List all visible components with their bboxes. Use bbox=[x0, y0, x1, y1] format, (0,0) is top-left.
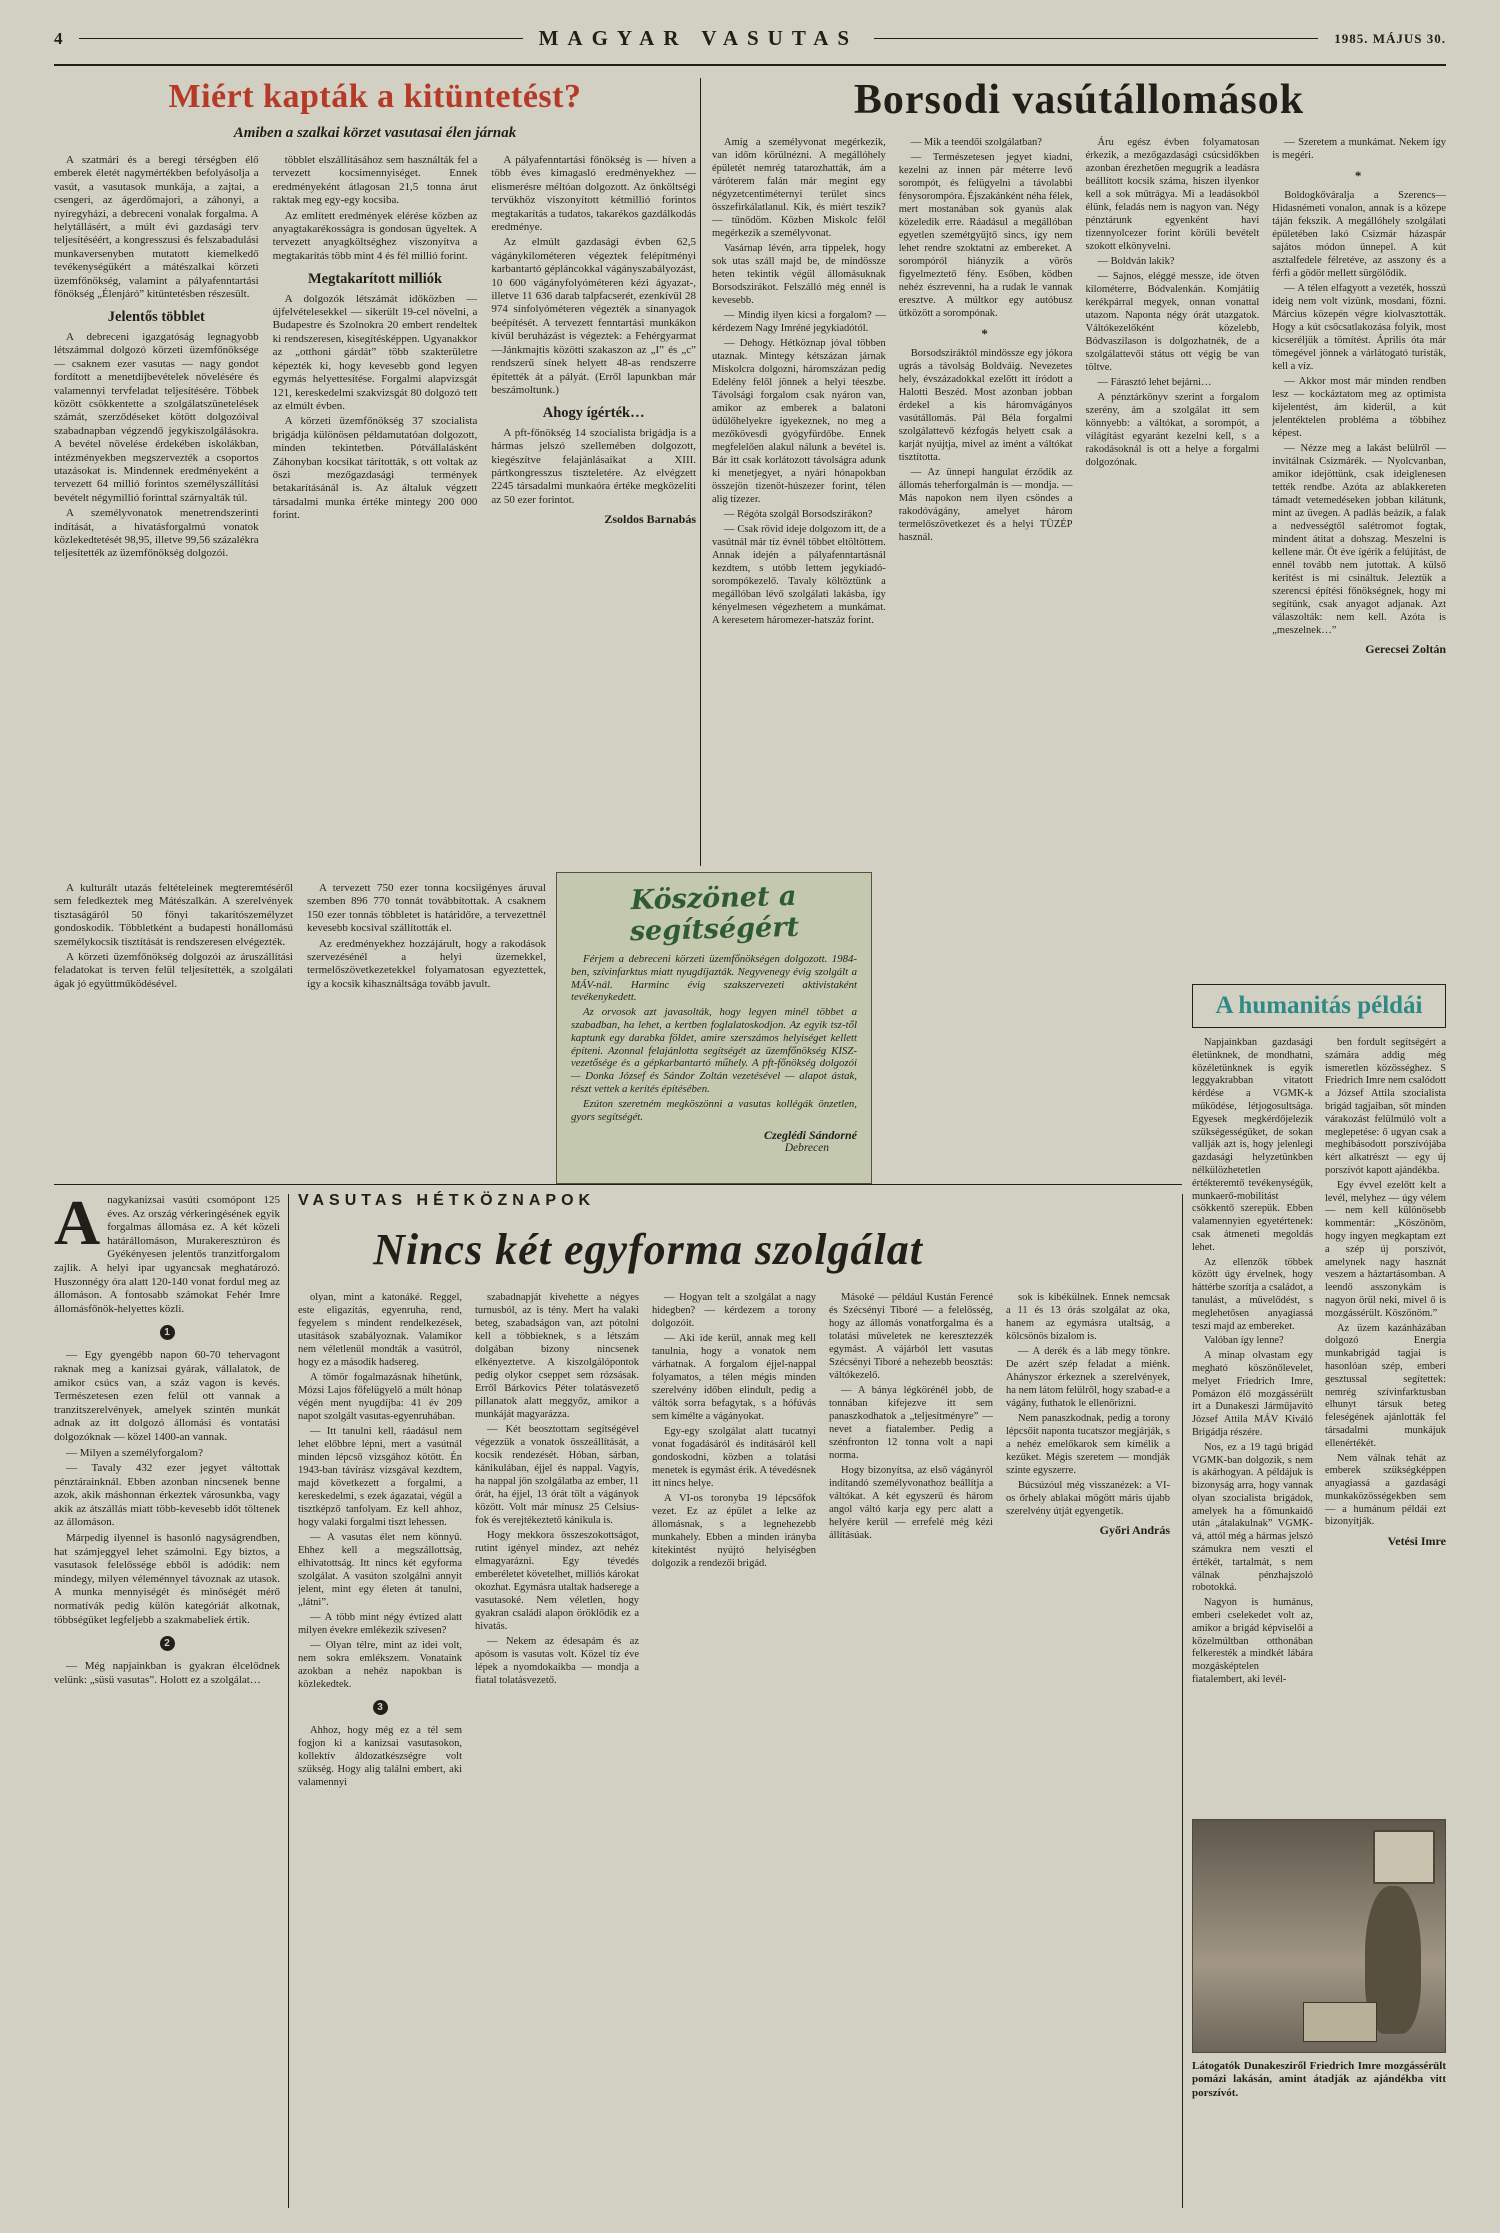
workdays-article-head bbox=[298, 1192, 998, 1275]
paragraph: Valóban így lenne? bbox=[1204, 1335, 1284, 1347]
paragraph: — Boldván lakik? bbox=[1097, 256, 1175, 267]
paragraph: Az említett eredmények elérése közben az anyagtakarékosságra is gondosan ügyeltek. A tervezett anyagköltséghez viszonyítva a megtakarítás több mint 4 és fél millió forint. bbox=[272, 209, 478, 262]
paragraph: Az orvosok azt javasolták, hogy legyen minél többet a szabadban, ha lehet, a kertben foglalatoskodjon. Az egyik tsz-től kaptunk egy darabka földet, amire szerszámos helyiséget kellett építeni. Azonnal felajánlotta segítségét az üzemfőnökség KISZ-vezetősége és a gépkarbantartó műhely. A pft-főnökség dolgozói — Donka József és Sándor Zoltán vezetésével — alapot ástak, részt vettek a kerítés építésében. bbox=[571, 1006, 857, 1095]
paragraph: — Nézze meg a lakást belülről — invitálnak Csizmárék. — Nyolcvanban, amikor idejöttünk, csak ideiglenesen tették rendbe. Azóta az ablakkereten támadt vetemedéseken jobban kilátunk, mint az üvegen. A padlás beázik, a falak a nedvességtől salétromot fogtak, mindent átitat a dohszag. Meszelni is kellene már. Öt éve ígérik a felújítást, de ennél tovább nem jutottak. A külső kerítést is mi csináltuk. Jeleztük a szerencsi építési főnökségnek, hogy mi segítünk, csak anyagot adjanak. Azt válaszolták: nem kell. Azóta is „meszelnek…” bbox=[1272, 443, 1446, 636]
paragraph: Az ellenzők többek között úgy érvelnek, hogy háttérbe szorítja a családot, a tanulást, a művelődést, s meglehetősen anyagiassá teszi majd az embereket. bbox=[1192, 1256, 1313, 1332]
paragraph: Áru egész évben folyamatosan érkezik, a mezőgazdasági csúcsidőkben azonban érezhetően megugrik a leadásra beállított kocsik száma, hiszen ilyenkor kell a sok műtrágya. Mi a leadásokból élünk, feladás nem is nagyon van. Négy pénztárunk egyenként havi tizennyolcezer forint körüli bevételt szokott elkönyvelni. bbox=[1085, 137, 1260, 252]
paragraph: Nem válnak tehát az emberek szükségképpen anyagiassá a gazdasági munkaközösségekben sem — a humánum példái ezt bizonyítják. bbox=[1325, 1452, 1446, 1528]
article-column bbox=[491, 154, 696, 866]
paragraph: Borsodsziráktól mindössze egy jókora ugrás a távolság Boldváig. Nevezetes hely, évszázadokkal ezelőtt itt íródott a Halotti Beszéd. Most azonban jobban érdekel a kis háromvágányos vasútállomás. Pál Béla forgalmi szolgálattevő kézfogás helyett csak a karját nyújtja, mivel az imént a váltókat tisztította. bbox=[898, 348, 1073, 463]
separator-star: * bbox=[981, 326, 990, 341]
article-column bbox=[298, 1291, 462, 2191]
paragraph: A minap olvastam egy megható köszönőlevelet, melyet Friedrich Imre, Pomázon élő mozgássérült írt a Dunakeszi Járműjavító József Attila MÁV Kiváló Brigádja részére. bbox=[1192, 1350, 1313, 1438]
paragraph: — Milyen a személyforgalom? bbox=[66, 1446, 203, 1459]
photo-porszivo-handover bbox=[1192, 1819, 1446, 2053]
section-divider-vertical bbox=[700, 78, 701, 866]
page-number: 4 bbox=[54, 28, 63, 48]
paragraph: — Hogyan telt a szolgálat a nagy hidegben? — kérdezem a torony dolgozóit. bbox=[652, 1292, 816, 1329]
paragraph: — Az ünnepi hangulat érződik az állomás teherforgalmán is — mondja. — Más napokon nem ilyen csöndes a rakodóvágány, amelyet három termelőszövetkezet és a helyi TÜZÉP használ. bbox=[898, 467, 1073, 543]
paragraph: — Akkor most már minden rendben lesz — kockáztatom meg az optimista kijelentést, ám kiderül, a kút jelentéktelen probléma a többihez képest. bbox=[1272, 376, 1446, 439]
paragraph: sok is kibékülnek. Ennek nemcsak a 11 és 13 órás szolgálat az oka, hanem az egymásra utaltság, a kölcsönös bizalom is. bbox=[1006, 1292, 1170, 1342]
article-column bbox=[1272, 136, 1446, 978]
thanks-letter-body bbox=[571, 953, 857, 1155]
paragraph: — Két beosztottam segítségével végezzük a vonatok összeállítását, a kocsik rendezését. Hóban, sárban, kánikulában, éjjel és nappal. Vagyis, ha nappal jön szolgálatba az ember, 11 órát, ha éjjel, 13 órát tölt a vágányok között. Volt már mínusz 25 Celsius-fok és verejtékeztető kánikula is. bbox=[475, 1424, 639, 1526]
paragraph: Márpedig ilyennel is hasonló nagyságrendben, hat számjeggyel lehet számolni. Egy biztos, a vasutasok felelőssége ebből is adódik: nem mindegy, milyen véleménnyel távoznak az utasok. A munka mennyiségét és minőségét mérő normatívák pedig külön kategóriát alkotnak, többségüket legfeljebb a szakmabeliek értik. bbox=[54, 1532, 280, 1626]
paragraph: — Szeretem a munkámat. Nekem így is megéri. bbox=[1272, 137, 1446, 161]
paragraph: A körzeti üzemfőnökség 37 szocialista brigádja különösen példamutatóan dolgozott, minden tekintetben. Pótvállalásként Záhonyban kocsikat tárították, s ott voltak az őszi mezőgazdasági termények betakarításánál is. Az általuk végzett társadalmi munka értéke mintegy 200 000 forint. bbox=[272, 415, 478, 522]
article-column bbox=[1192, 1037, 1313, 1809]
article-column bbox=[54, 882, 293, 1180]
signature: Zsoldos Barnabás bbox=[604, 512, 697, 527]
paragraph: Férjem a debreceni körzeti üzemfőnökségen dolgozott. 1984-ben, szívinfarktus miatt nyugdíjazták. Negyvenegy évig szolgált a MÁV-nál. Harminc évig szakszervezeti aktivistaként tevékenykedett. bbox=[571, 953, 857, 1004]
article-column bbox=[273, 154, 478, 866]
paragraph: Hogy mekkora összeszokottságot, rutint igényel mindez, azt nehéz elmagyarázni. Egy tévedés emberéletet követelhet, milliós károkat okozhat. Egymásra utaltak hadserege a vasutasoké. Nem véletlen, hogy gyakran családi alapon öröklődik ez a hivatás. bbox=[475, 1530, 639, 1632]
article-column bbox=[1006, 1291, 1170, 2191]
paragraph: A dolgozók létszámát időközben — újfelvételesekkel — sikerült 19-cel növelni, a Budapestre és Szolnokra 20 embert rendeltek ki rendszeresen, kisegítésképpen. Ugyanakkor az „otthoni gárdát” több szakterületre képezték ki, hogy kevesebb gond legyen egymás helyettesítése. Forgalmi alapvizsgát 121, kereskedelmi szakvizsgát 80 dolgozó tett az elmúlt évben. bbox=[272, 292, 478, 412]
article-column bbox=[1325, 1037, 1446, 1809]
paragraph: Egy-egy szolgálat alatt tucatnyi vonat fogadásáról és indításáról kell gondoskodni, közben a tolatási menetek is egymást érik. A tévedésnek itt nincs helye. bbox=[652, 1426, 816, 1489]
signature: Győri András bbox=[1099, 1523, 1170, 1537]
borsodi-article-title: Borsodi vasútállomások bbox=[853, 77, 1305, 123]
page-header bbox=[54, 26, 1446, 51]
paragraph: — A télen elfagyott a vezeték, hosszú ideig nem volt vizünk, mosdani, főzni. Március közepén végre kiolvasztották. Hogy a kút csőcsatlakozása folyik, most kicseréljük a tömítést. Április óta már tömegével jönnek a várlátogató turisták, kell a víz. bbox=[1272, 283, 1446, 372]
article-column bbox=[307, 882, 546, 1180]
paragraph: — Csak rövid ideje dolgozom itt, de a vasútnál már tíz évnél többet eltöltöttem. Annak idején a pályafenntartásnál kezdtem, s utóbb lettem jegykiadó-sorompókezelő. Tavaly költöztünk a megállóban lévő szolgálati lakásba, így kényelmesen végezhetem a munkámat. A keresetem háromezer-hatszáz forint. bbox=[712, 524, 886, 626]
paragraph: A kulturált utazás feltételeinek megteremtéséről sem feledkeztek meg Mátészalkán. A szerelvények tisztaságáról 50 főnyi takarítószemélyzet gondoskodik. Többletként a budapesti honállomású személykocsik tisztítását is rendszeresen elvégezték. bbox=[54, 882, 293, 948]
award-article-subtitle: Amiben a szalkai körzet vasutasai élen járnak bbox=[233, 125, 517, 141]
photo-window-shape bbox=[1373, 1830, 1435, 1884]
paragraph: Ezúton szeretném megköszönni a vasutas kollégák önzetlen, gyors segítségét. bbox=[571, 1097, 857, 1123]
workdays-article-title: Nincs két egyforma szolgálat bbox=[373, 1225, 923, 1274]
separator-star: * bbox=[1354, 168, 1364, 183]
paragraph: Egy évvel ezelőtt kelt a levél, melyhez — úgy vélem — nem kell különösebb kommentár: „Köszönöm, hogy ingyen megkaptam ezt a szép új porszívót, amelynek nagy hasznát veszem a háztartásomban. A leendő asszonykám is nagyon örül neki, mivel ő is mozgássérült. Köszönöm.” bbox=[1325, 1179, 1446, 1319]
article-column bbox=[712, 136, 886, 852]
article-column bbox=[652, 1291, 816, 2191]
section-marker: 2 bbox=[160, 1636, 175, 1651]
paragraph: Az eredményekhez hozzájárult, hogy a rakodások szervezésénél a helyi üzemekkel, termelőszövetkezetekkel folyamatosan egyeztettek, így a kocsik kihasználtsága tovább javult. bbox=[307, 937, 546, 990]
issue-date: 1985. MÁJUS 30. bbox=[1334, 30, 1446, 46]
borsodi-article-columns bbox=[712, 136, 1446, 978]
workdays-article bbox=[298, 1192, 1170, 2191]
paragraph: A szatmári és a beregi térségben élő emberek életét nagymértékben befolyásolja a vasút, a vasutasok munkája, a zajtai, a csengeri, az ágerdőmajori, a záhonyi, a nyíregyházi, a debreceni vonalak forgalma. A helytállásért, a múlt évi gazdasági terv teljesítéséért, a kongresszusi és felszabadulási munkaversenyben mutatott kiemelkedő tevékenységükért a mátészalkai körzeti üzemfőnökség, valamint a pályafenntartási főnökség „Élenjáró” kitüntetésben részesült. bbox=[54, 154, 259, 301]
borsodi-article bbox=[712, 76, 1446, 978]
paragraph: — Sajnos, eléggé messze, ide ötven kilométerre, Bódvalenkán. Komjátiig kerékpárral megyek, onnan vonattal utazom. Naponta négy órát utazgatok. Váltókezelőként közelebb, Bódvaszilason is dolgozhatnék, de a szolgálattevői státus ott végig be van töltve. bbox=[1085, 271, 1260, 373]
paragraph: A debreceni igazgatóság legnagyobb létszámmal dolgozó körzeti üzemfőnöksége — csaknem ezer vasutas — nagy gondot fordított a menetdíjbevételek növelésére és valamennyi tervfeladat teljesítésére. Többek között csökkentette a szolgálatszünetelések számát, szerződéseket kötött dolgozóival szabadnapban végzendő jegykiszolgálásokra. A bevétel növelése érdekében iskolákban, intézményekben megszervezték a csoportos utazásokat is. Mindennek eredményeként a tervezett 64 millió forintos személyszállítási bevételt négymillió forinttal szárnyalták túl. bbox=[54, 330, 259, 504]
award-article-title: Miért kapták a kitüntetést? bbox=[168, 78, 582, 115]
section-marker: 1 bbox=[160, 1325, 175, 1340]
paragraph: Boldogkőváralja a Szerencs—Hidasnémeti vonalon, annak is a közepe táján fekszik. A megállóhely szolgálati épületében lakó Csizmár házaspár sajátos módon ünnepel. A kút asztalfedele félretéve, az asszony és a férfi a gödör mellett sürgölődik. bbox=[1272, 190, 1446, 279]
lead-text: nagykanizsai vasúti csomópont 125 éves. Az ország vérkeringésének egyik forgalmas állomása ez. A két közeli határállomáson, Murakeresztúron és Gyékényesen jelentős tranzitforgalom zajlik. A helyi ipar ugyancsak meghatározó. Huszonnégy óra alatt 120-140 vonat fordul meg az állomáson. A fontosabb számokat Fehér Imre állomásfőnök-helyettes közli. bbox=[54, 1194, 280, 1315]
kanizsa-article-body bbox=[54, 1325, 280, 1687]
paragraph: ben fordult segítségért a számára addig még ismeretlen közösséghez. S Friedrich Imre nem csalódott a József Attila szocialista brigád tagjaiban, sőt minden várakozást felülmúló volt a meglepetése: ő ugyan csak a meghibásodott porszívójába kért alkatrészt — egy új porszívót kapott ajándékba. bbox=[1325, 1037, 1446, 1176]
section-divider-vertical bbox=[1182, 1194, 1183, 2208]
humanity-title-box bbox=[1192, 984, 1446, 1028]
humanity-article-title: A humanitás példái bbox=[1215, 992, 1423, 1019]
paragraph: — Fárasztó lehet bejárni… bbox=[1097, 377, 1212, 388]
paragraph: A VI-os toronyba 19 lépcsőfok vezet. Ez az épület a lelke az állomásnak, s a legnehezebb munkahely. Ebben a minden irányba kitekintést nyújtó helyiségben dolgozik a rendezői brigád. bbox=[652, 1493, 816, 1569]
paragraph: — Dehogy. Hétköznap jóval többen utaznak. Mintegy kétszázan járnak Miskolcra dolgozni, háromszázan pedig Edelény felől jönnek a helyi téeszbe. Távolsági forgalom csak nyáron van, amikor az emberek a balatoni üdülőhelyekre igyekeznek, no meg a mezőkövesdi gyógyfürdőbe. Ennek megfelelően alakul nálunk a bevétel is. Bár itt csak korlátozott távolságra adunk ki menetjegyet, a nyári hónapokban összejön tizenöt-húszezer forint, télen alig tízezer. bbox=[712, 338, 886, 505]
paragraph: — Még napjainkban is gyakran élcelődnek velünk: „süsü vasutas”. Holott ez a szolgálat… bbox=[54, 1660, 280, 1686]
signature: Czeglédi Sándorné bbox=[763, 1128, 857, 1143]
photo-vacuum-box-shape bbox=[1303, 2002, 1377, 2042]
paragraph: — Egy gyengébb napon 60-70 tehervagont raknak meg a kanizsai gyárak, vállalatok, de amikor csúcs van, a száz vagon is kevés. Természetesen ezen felül ott vannak a tranzitszerelvények, amelyek szintén munkát adnak az itt dolgozó állomási és vontatási dolgozóknak — közel 1400-an vannak. bbox=[54, 1349, 280, 1443]
paragraph: Ahhoz, hogy még ez a tél sem fogjon ki a kanizsai vasutasokon, kollektív áldozatkészségre volt szükség. Hogy alig találni embert, aki valamennyi bbox=[298, 1725, 462, 1788]
paragraph: A pénztárkönyv szerint a forgalom szerény, ám a szolgálat itt sem könnyebb: a váltókat, a sorompót, a világítást egyaránt kezelni kell, s a rakodásoknál is ott a helye a forgalmi dolgozónak. bbox=[1085, 392, 1260, 468]
paragraph: Nem panaszkodnak, pedig a torony lépcsőit naponta tucatszor megjárják, s a nehéz emelőkarok sem kímélik a kezüket. Mégis szeretem — mondják szinte egyszerre. bbox=[1006, 1413, 1170, 1476]
kanizsa-article bbox=[54, 1194, 280, 2208]
paragraph: Amíg a személyvonat megérkezik, van időm körülnézni. A megállóhely épületét nemrég tatarozhatták, ám a váróterem falán már megint egy négyzetcentiméternyi terület sincs összefirkálatlanul. Kik, és miért teszik? — tűnődöm. Közben Miskolc felől megérkezik a személyvonat. bbox=[712, 137, 886, 239]
paragraph: Az elmúlt gazdasági évben 62,5 vágánykilométeren végeztek felépítményi karbantartó gépláncokkal vágányszabályozást, 10 600 vágányfolyóméteren kézi ágyazat-, illetve 11 636 darab talpfacserét, ezenkívül 28 974 sínfolyóméteren végezték a sínanyagok beépítését. A tervezett fenntartási munkákon kívül beruházást is végeztek: a Fehérgyarmat—Jánkmajtis közötti szakaszon az „I” és „c” rendszerű sínek helyett 48-as rendszerre építették át a pályát. (Erről lapunkban már beszámoltunk.) bbox=[491, 236, 697, 396]
humanity-article-columns bbox=[1192, 1037, 1446, 1809]
paragraph: többlet elszállításához sem használták fel a tervezett kocsimennyiséget. Ennek eredményeként átlagosan 21,5 tonna árut raktak meg egy-egy kocsiba. bbox=[272, 154, 478, 207]
paragraph: A tervezett 750 ezer tonna kocsiigényes áruval szemben 896 770 tonnát továbbítottak. A csaknem 150 ezer tonnás többletet is határidőre, a tervezettnél kevesebb kocsival szállították el. bbox=[307, 882, 546, 935]
workdays-kicker: VASUTAS HÉTKÖZNAPOK bbox=[298, 1192, 596, 1209]
paragraph: — Tavaly 432 ezer jegyet váltottak pénztárainknál. Ebben azonban nincsenek benne azok, akik máshonnan érkeztek városunkba, vagy akik az átszállás miatt több-kevesebb időt töltenek az állomáson. bbox=[54, 1462, 280, 1529]
photo-figure bbox=[1211, 1878, 1269, 2028]
subheading: Jelentős többlet bbox=[107, 309, 205, 326]
paragraph: — A vasutas élet nem könnyű. Ehhez kell a megszállottság, elhivatottság. Itt nincs két egyforma szolgálat. A vasúton szolgálni annyit jelent, mint egy életen át tanulni, „látni”. bbox=[298, 1532, 462, 1608]
lead-paragraph bbox=[54, 1194, 280, 1316]
paragraph: A pft-főnökség 14 szocialista brigádja is a hármas jelszó szellemében dolgozott, kiegészítve felajánlásaikat a XIII. pártkongresszus tiszteletére. Az elvégzett 2245 társadalmi munkaóra értéke megközelíti az 50 ezer forintot. bbox=[491, 426, 697, 506]
masthead: MAGYAR VASUTAS bbox=[538, 26, 859, 50]
photo-caption: Látogatók Dunakesziről Friedrich Imre mozgássérült pomázi lakásán, amint átadják az ajándékba vitt porszívót. bbox=[1192, 2060, 1446, 2099]
header-divider bbox=[54, 64, 1446, 66]
paragraph: — A több mint négy évtized alatt milyen évekre emlékezik szívesen? bbox=[298, 1612, 462, 1636]
paragraph: Az üzem kazánházában dolgozó Energia munkabrigád tagjai is hasonlóan szép, emberi gesztussal segítettek: nemrég szívinfarktusban elhunyt társuk beteg feleségének ajánlották fel társadalmi munkájuk ellenértékét. bbox=[1325, 1322, 1446, 1449]
paragraph: Hogy bizonyítsa, az első vágányról indítandó személyvonathoz beállítja a váltókat. A két egyszerű és három angol váltó karja egy perc alatt a helyére kerül — errefelé még kézi állításúak. bbox=[829, 1465, 993, 1541]
section-divider-horizontal bbox=[54, 1184, 1182, 1185]
paragraph: — Itt tanulni kell, ráadásul nem lehet előbbre lépni, mert a vasútnál minden lépcső vizsgához kötött. Én 1943-ban távírász vizsgával kezdtem, majd következett a forgalmi, a kereskedelmi, s ezek ágazatai, végül a tisztképző tanfolyam. Ez kell ahhoz, hogy valaki forgalmi tiszt lehessen. bbox=[298, 1426, 462, 1528]
section-divider-vertical bbox=[288, 1194, 289, 2208]
paragraph: — Természetesen jegyet kiadni, kezelni az innen pár méterre levő sorompót, és felügyelni a távolabbi fénysorompóra. Éjszakánként néha félek, mert mostanában sok gyanús alak közeledik erre. Ráadásul a megállóban egyetlen szemétgyűjtő sincs, így nem lehet rendre szoktatni az embereket. A sorompóról hiányzik a vörös figyelmeztető fény. Esőben, ködben nehéz észrevenni, ha a rudak le vannak eresztve. A múltkor egy autóbusz ütközött a sorompónak. bbox=[898, 152, 1073, 319]
article-column bbox=[899, 136, 1073, 852]
article-column bbox=[475, 1291, 639, 2191]
signature: Gerecsei Zoltán bbox=[1365, 642, 1446, 656]
paragraph: — Olyan télre, mint az idei volt, nem sokra emlékszem. Vonataink azokban a nehéz napokban is közlekedtek. bbox=[298, 1640, 462, 1690]
paragraph: — Aki ide kerül, annak meg kell tanulnia, hogy a vonatok nem várhatnak. A forgalom éjjel-nappal folyamatos, a télen mégis minden szerelvény időben elindult, pedig a váltók sorra befagytak, s a hófúvás sem kímélte a vágányokat. bbox=[652, 1333, 816, 1422]
header-rule-left bbox=[79, 38, 523, 39]
paragraph: Napjainkban gazdasági életünknek, de mondhatni, közéletünknek is egyik leggyakrabban vitatott kérdése a VGMK-k működése, létjogosultsága. Egyesek megkérdőjelezik szükségességüket, de sokan vallják azt is, hogy jelenlegi gazdasági helyzetünkben nélkülözhetetlen értékteremtő tevékenységük, munkaerő-mobilitást csökkentő szerepük. Ebben valamennyien egyetértenek: csak átmeneti megoldás lehet. bbox=[1192, 1037, 1313, 1253]
paragraph: — A derék és a láb megy tönkre. De azért szép feladat a miénk. Ahányszor érkeznek a szerelvények, ha nem látom felülről, hogy szabad-e a vágány, futhatok le ellenőrizni. bbox=[1006, 1346, 1170, 1409]
paragraph: A tömör fogalmazásnak hihetünk, Mózsi Lajos főfelügyelő a múlt hónap végén ment nyugdíjba: 41 év 209 napot szolgált vasutas-egyenruhában. bbox=[298, 1372, 462, 1422]
subheading: Ahogy ígérték… bbox=[542, 405, 645, 422]
signature-place: Debrecen bbox=[784, 1142, 829, 1155]
subheading: Megtakarított milliók bbox=[307, 271, 443, 288]
award-article-columns bbox=[54, 154, 696, 866]
paragraph: Búcsúzóul még visszanézek: a VI-os őrhely ablakai mögött máris újabb szerelvény útját egyengetik. bbox=[1006, 1480, 1170, 1517]
paragraph: olyan, mint a katonáké. Reggel, este eligazítás, egyenruha, rend, fegyelem s mindent rendelkezések, utasítások szabályoznak. Valamikor nem véletlenül mondták a vasútról, hogy ez a második hadsereg. bbox=[298, 1292, 462, 1368]
paragraph: Vasárnap lévén, arra tippelek, hogy sok utas száll majd be, de mindössze heten tekintik végül állomásuknak Borsodszirákot. Felszálló még ennél is kevesebb. bbox=[712, 243, 886, 306]
paragraph: — Régóta szolgál Borsodszirákon? bbox=[724, 509, 873, 520]
paragraph: A személyvonatok menetrendszerinti indítását, a hivatásforgalmú vonatok közlekedtetését 98,95, illetve 99,56 százalékra teljesítették az üzemfőnökség dolgozói. bbox=[54, 507, 259, 560]
humanity-article bbox=[1192, 984, 1446, 2100]
award-article bbox=[54, 78, 696, 866]
paragraph: Nos, ez a 19 tagú brigád VGMK-ban dolgozik, s nem is akárhogyan. A példájuk is bizonyság arra, hogy vannak olyan szocialista brigádok, amelyek ha a főmunkaidő után „átalakulnak” VGMK-vá, attól még a hármas jelszó számukra nem veszti el értékét, tartalmát, s nem válnak pénzhajszoló robotokká. bbox=[1192, 1441, 1313, 1594]
paragraph: A pályafenntartási főnökség is — híven a több éves kimagasló eredményekhez — elismerésre méltóan dolgozott. Az önköltségi tervükhöz viszonyított kétmillió forintos megtakarítás a tudatos, takarékos gazdálkodás eredménye. bbox=[491, 154, 697, 234]
workdays-article-columns bbox=[298, 1291, 1170, 2191]
paragraph: — Mindig ilyen kicsi a forgalom? — kérdezem Nagy Imréné jegykiadótól. bbox=[712, 310, 886, 334]
header-rule-right bbox=[874, 38, 1318, 39]
section-marker: 3 bbox=[373, 1700, 388, 1715]
paragraph: — A bánya légkörénél jobb, de tonnában kifejezve itt sem panaszkodhatok a „teljesítményre” — nevet a fiatalember. Pedig a szénfronton 12 tonna volt a napi norma. bbox=[829, 1385, 993, 1461]
article-column bbox=[829, 1291, 993, 2191]
dropcap: A bbox=[54, 1194, 101, 1258]
award-article-continuation bbox=[54, 882, 546, 1180]
article-column bbox=[1086, 136, 1260, 978]
thanks-letter-title: Köszönet a segítségért bbox=[629, 880, 800, 948]
signature: Vetési Imre bbox=[1387, 1534, 1446, 1549]
paragraph: A körzeti üzemfőnökség dolgozói az áruszállítási feladatokat is terven felül teljesítették, a szolgálati ágak jó együttműködésével. bbox=[54, 951, 293, 990]
article-column bbox=[54, 154, 259, 866]
paragraph: Másoké — például Kustán Ferencé és Szécsényi Tiboré — a felelősség, hogy az állomás vonatforgalma és a tolatási műveletek ne keresztezzék egymást. A vájárból lett vasutas Szécsényi Tiboré a nehezebb beosztás: váltókezelő. bbox=[829, 1292, 993, 1381]
paragraph: Nagyon is humánus, emberi cselekedet volt az, amikor a brigád képviselői a közelmúltban otthonában felkeresték a mindkét lábára mozgásképtelen fiatalembert, aki levél- bbox=[1192, 1597, 1313, 1686]
paragraph: — Mik a teendői szolgálatban? bbox=[910, 137, 1042, 148]
paragraph: — Nekem az édesapám és az apósom is vasutas volt. Közel tíz éve lépek a nyomdokaikba — mondja a fiatal tolatásvezető. bbox=[475, 1636, 639, 1686]
paragraph: szabadnapját kivehette a négyes turnusból, az is tény. Mert ha valaki beteg, szabadságon van, azt pótolni kell a többieknek, s a létszám dolgában bizony nincsenek elkényeztetve. A kiszolgálópontok pedig olykor cseppet sem rózsásak. Erről Bárkovics Péter tolatásvezető pillanatok alatt meggyőz, amikor a munkáját magyarázza. bbox=[475, 1292, 639, 1420]
